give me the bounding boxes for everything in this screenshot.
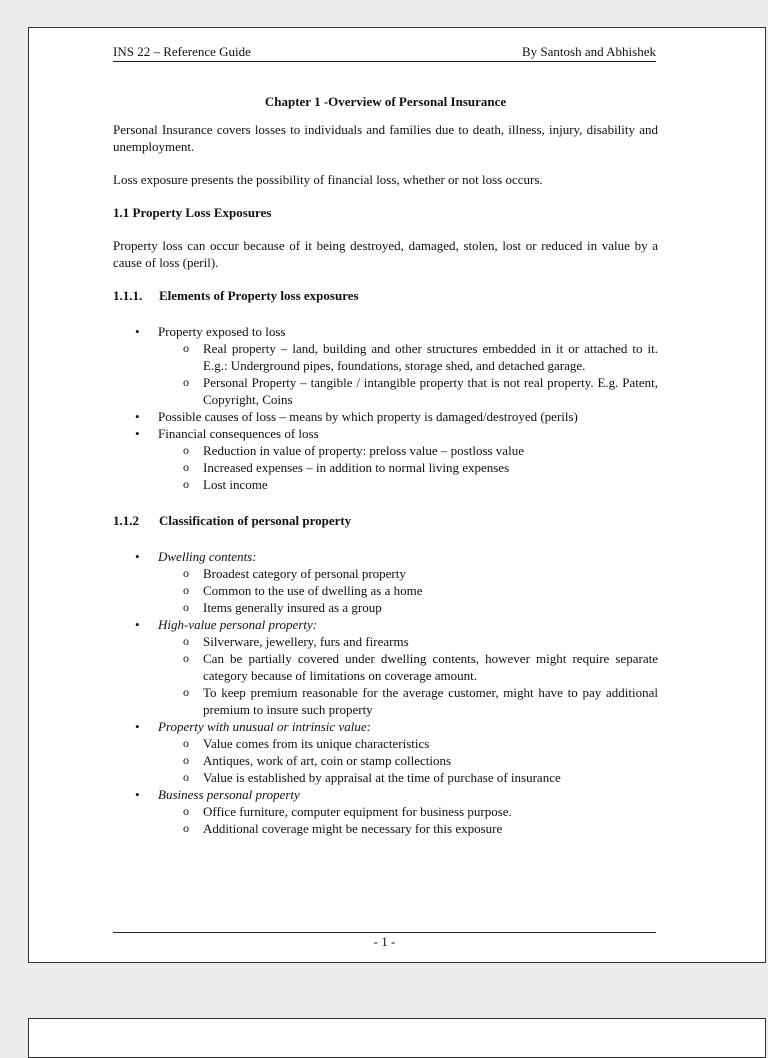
- bullet-icon: •: [135, 426, 140, 441]
- bullet-icon: •: [135, 549, 140, 564]
- sub-item-text: Broadest category of personal property: [203, 566, 406, 581]
- list-item-label: High-value personal property:: [158, 617, 318, 632]
- list-item-label: Property exposed to loss: [158, 324, 286, 339]
- sub-list: [158, 735, 658, 786]
- list-item-label: Possible causes of loss – means by which property is damaged/destroyed (perils): [158, 409, 578, 424]
- sub-item-text: Personal Property – tangible / intangible property that is not real property. E.g. Patent, Copyright, Coins: [203, 375, 658, 407]
- chapter-title: Chapter 1 -Overview of Personal Insurance: [264, 94, 507, 109]
- circle-bullet-icon: o: [183, 477, 189, 491]
- sub-list-item: [158, 442, 658, 459]
- list-item: [113, 323, 658, 408]
- sub-item-text: Increased expenses – in addition to normal living expenses: [203, 460, 510, 475]
- circle-bullet-icon: o: [183, 685, 189, 699]
- sub-item-text: Can be partially covered under dwelling contents, however might require separate category because of limitations on coverage amount.: [203, 651, 658, 683]
- bullet-icon: •: [135, 409, 140, 424]
- circle-bullet-icon: o: [183, 804, 189, 818]
- section-1-1-heading: 1.1 Property Loss Exposures: [113, 205, 272, 220]
- circle-bullet-icon: o: [183, 566, 189, 580]
- sub-item-text: Antiques, work of art, coin or stamp collections: [203, 753, 452, 768]
- section-1-1-1-heading: [113, 287, 658, 304]
- sub-list-item: [158, 476, 658, 493]
- sub-list: [158, 340, 658, 408]
- sub-item-text: To keep premium reasonable for the average customer, might have to pay additional premium to insure such property: [203, 685, 658, 717]
- bullet-icon: •: [135, 617, 140, 632]
- page-header: [113, 44, 656, 62]
- sub-list: [158, 633, 658, 718]
- sub-item-text: Items generally insured as a group: [203, 600, 382, 615]
- sub-item-text: Real property – land, building and other structures embedded in it or attached to it. E.g.: Underground pipes, foundations, storage shed, and detached garage.: [203, 341, 658, 373]
- circle-bullet-icon: o: [183, 341, 189, 355]
- header-right: By Santosh and Abhishek: [522, 44, 656, 59]
- sub-item-text: Reduction in value of property: preloss value – postloss value: [203, 443, 524, 458]
- bullet-icon: •: [135, 787, 140, 802]
- circle-bullet-icon: o: [183, 443, 189, 457]
- next-page-edge: [28, 1018, 766, 1058]
- elements-list: [113, 323, 658, 493]
- circle-bullet-icon: o: [183, 753, 189, 767]
- bullet-icon: •: [135, 324, 140, 339]
- circle-bullet-icon: o: [183, 375, 189, 389]
- circle-bullet-icon: o: [183, 736, 189, 750]
- sub-item-text: Value comes from its unique characteristics: [203, 736, 430, 751]
- circle-bullet-icon: o: [183, 770, 189, 784]
- circle-bullet-icon: o: [183, 583, 189, 597]
- sub-item-text: Silverware, jewellery, furs and firearms: [203, 634, 409, 649]
- sub-item-text: Additional coverage might be necessary for this exposure: [203, 821, 503, 836]
- sub-list-item: [158, 752, 658, 769]
- section-title: Elements of Property loss exposures: [159, 288, 359, 303]
- sub-list: [158, 565, 658, 616]
- sub-list-item: [158, 459, 658, 476]
- sub-item-text: Lost income: [203, 477, 268, 492]
- footer-divider: [113, 932, 656, 933]
- document-page: [28, 27, 766, 963]
- sub-list-item: [158, 803, 658, 820]
- intro-paragraph-1: Personal Insurance covers losses to individuals and families due to death, illness, injury, disability and unemployment.: [113, 122, 658, 154]
- list-item-label: Business personal property: [158, 787, 300, 802]
- circle-bullet-icon: o: [183, 600, 189, 614]
- page-number: - 1 -: [373, 934, 396, 949]
- list-item: [113, 718, 658, 786]
- circle-bullet-icon: o: [183, 821, 189, 835]
- page-content: [113, 93, 658, 837]
- circle-bullet-icon: o: [183, 634, 189, 648]
- sub-list-item: [158, 565, 658, 582]
- sub-list-item: [158, 684, 658, 718]
- sub-list-item: [158, 650, 658, 684]
- sub-list-item: [158, 340, 658, 374]
- sub-item-text: Office furniture, computer equipment for business purpose.: [203, 804, 512, 819]
- sub-list-item: [158, 735, 658, 752]
- sub-list-item: [158, 820, 658, 837]
- sub-list-item: [158, 599, 658, 616]
- list-item: [113, 616, 658, 718]
- header-left: INS 22 – Reference Guide: [113, 44, 251, 59]
- intro-paragraph-2: Loss exposure presents the possibility of financial loss, whether or not loss occurs.: [113, 172, 543, 187]
- sub-list-item: [158, 582, 658, 599]
- list-item-label: Property with unusual or intrinsic value:: [158, 719, 371, 734]
- section-title: Classification of personal property: [159, 513, 352, 528]
- section-1-1-2-heading: [113, 512, 658, 529]
- list-item-label: Dwelling contents:: [158, 549, 257, 564]
- circle-bullet-icon: o: [183, 460, 189, 474]
- list-item: [113, 548, 658, 616]
- section-number: 1.1.1.: [113, 288, 143, 303]
- list-item: [113, 408, 658, 425]
- sub-item-text: Common to the use of dwelling as a home: [203, 583, 423, 598]
- circle-bullet-icon: o: [183, 651, 189, 665]
- sub-list-item: [158, 633, 658, 650]
- sub-list: [158, 442, 658, 493]
- bullet-icon: •: [135, 719, 140, 734]
- list-item-label: Financial consequences of loss: [158, 426, 319, 441]
- list-item: [113, 425, 658, 493]
- sub-item-text: Value is established by appraisal at the time of purchase of insurance: [203, 770, 561, 785]
- sub-list: [158, 803, 658, 837]
- list-item: [113, 786, 658, 837]
- section-1-1-text: Property loss can occur because of it being destroyed, damaged, stolen, lost or reduced in value by a cause of loss (peril).: [113, 238, 658, 270]
- classification-list: [113, 548, 658, 837]
- sub-list-item: [158, 769, 658, 786]
- section-number: 1.1.2: [113, 513, 139, 528]
- sub-list-item: [158, 374, 658, 408]
